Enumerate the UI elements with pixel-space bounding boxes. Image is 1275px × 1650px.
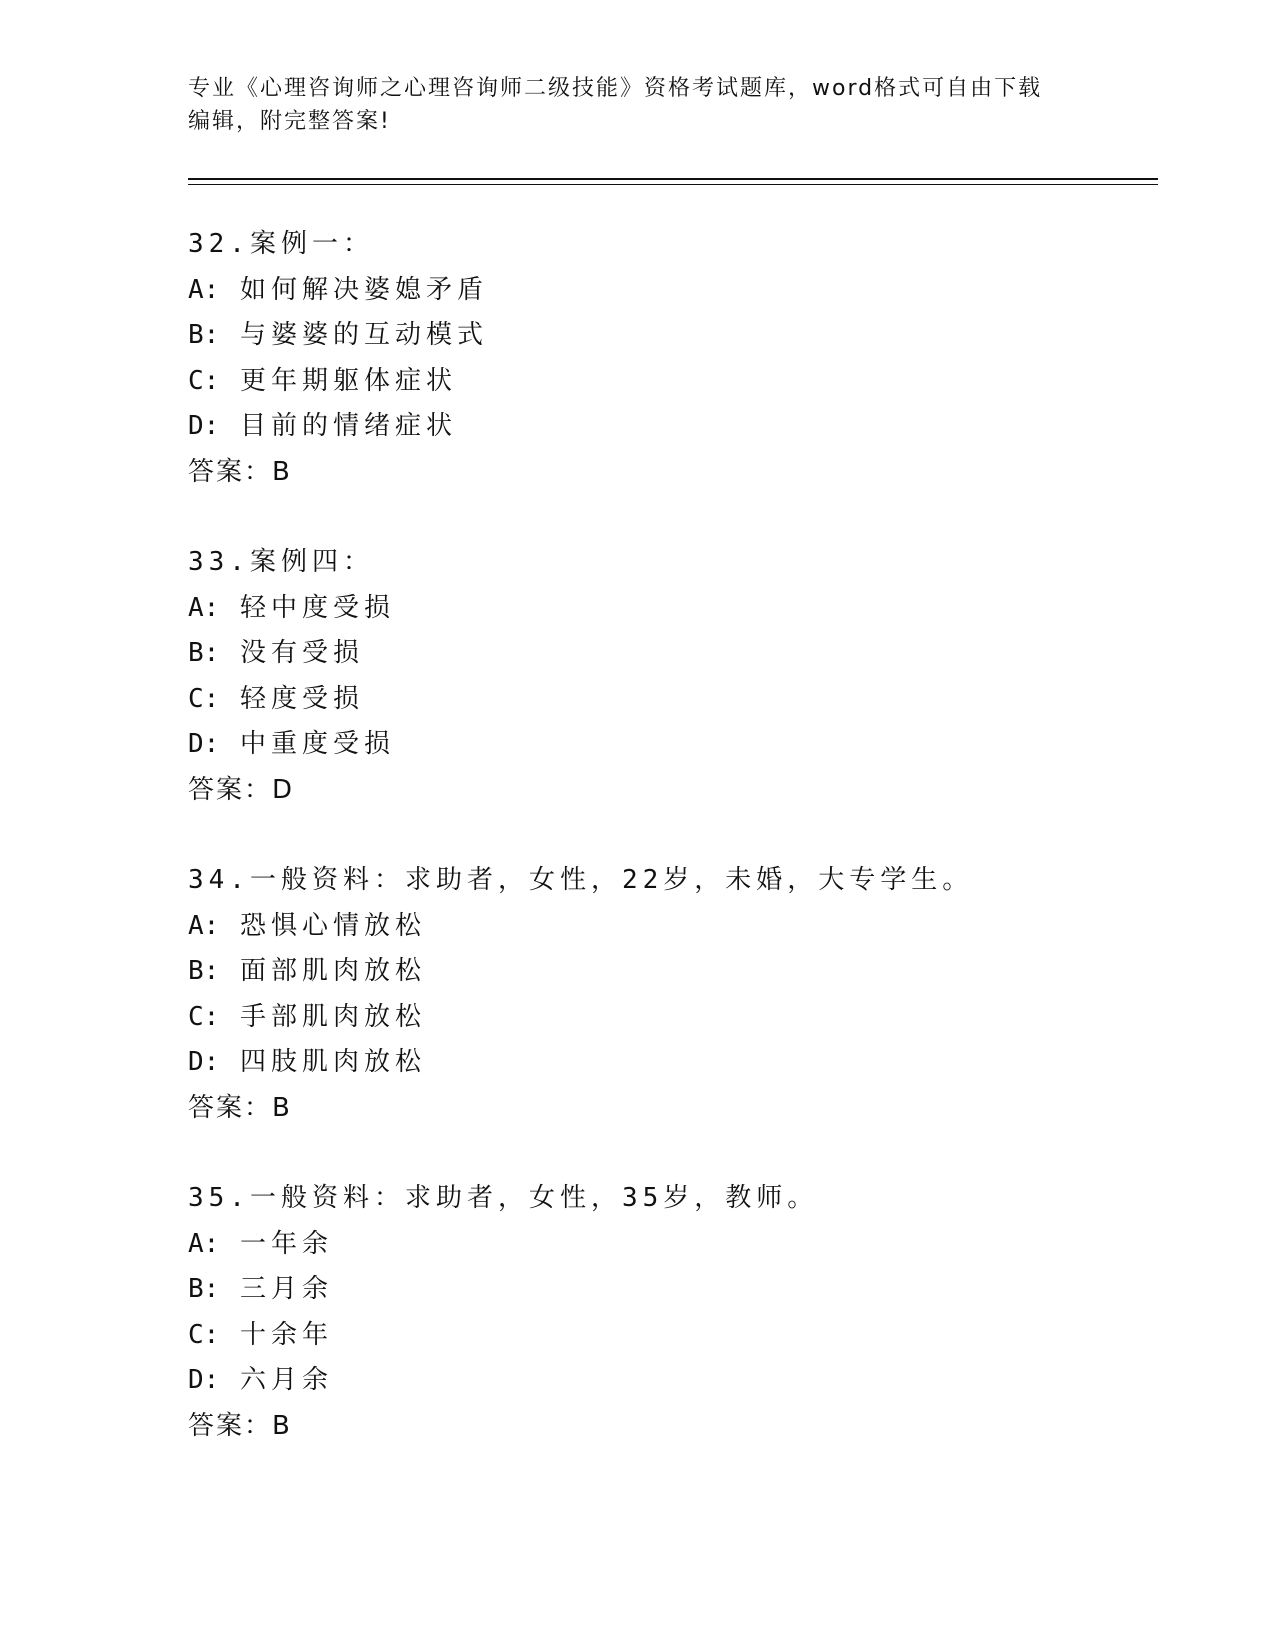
option-a: [188, 586, 1088, 632]
option-label: D:: [188, 411, 220, 441]
answer-text: 答案：B: [188, 1092, 292, 1123]
option-label: A:: [188, 910, 220, 941]
option-c: [188, 677, 1088, 723]
option-label: C:: [188, 365, 220, 396]
option-c: [188, 995, 1088, 1041]
option-text: 三月余: [239, 1274, 333, 1304]
option-text: 面部肌肉放松: [239, 956, 426, 986]
option-text: 一年余: [239, 1228, 333, 1259]
option-b: [188, 631, 1088, 677]
question-33: [188, 540, 1088, 813]
header-line-1: 专业《心理咨询师之心理咨询师二级技能》资格考试题库，word格式可自由下载: [188, 76, 1043, 101]
option-text: 六月余: [239, 1365, 333, 1395]
option-d: [188, 1040, 1088, 1086]
option-label: D:: [188, 1047, 220, 1077]
header-divider-thin: [188, 184, 1158, 185]
header-divider-thick: [188, 178, 1158, 180]
option-d: [188, 1358, 1088, 1404]
option-b: [188, 949, 1088, 995]
option-label: B:: [188, 638, 220, 668]
option-c: [188, 1313, 1088, 1359]
option-label: C:: [188, 1319, 220, 1350]
question-stem: 32.案例一：: [188, 229, 374, 259]
document-header: [188, 72, 1088, 138]
option-label: D:: [188, 729, 220, 759]
option-text: 如何解决婆媳矛盾: [239, 274, 488, 305]
answer-text: 答案：B: [188, 456, 292, 487]
option-text: 更年期躯体症状: [239, 365, 457, 396]
option-d: [188, 404, 1088, 450]
option-text: 轻中度受损: [239, 592, 395, 623]
option-text: 恐惧心情放松: [239, 910, 426, 941]
option-c: [188, 359, 1088, 405]
option-label: D:: [188, 1365, 220, 1395]
question-stem: 34.一般资料：求助者，女性，22岁，未婚，大专学生。: [188, 865, 974, 895]
option-d: [188, 722, 1088, 768]
option-a: [188, 1222, 1088, 1268]
option-b: [188, 1267, 1088, 1313]
question-32: [188, 222, 1088, 495]
question-35: [188, 1176, 1088, 1449]
option-a: [188, 268, 1088, 314]
option-text: 目前的情绪症状: [239, 411, 457, 441]
option-text: 中重度受损: [239, 729, 395, 759]
option-a: [188, 904, 1088, 950]
question-stem: 33.案例四：: [188, 547, 374, 577]
option-label: C:: [188, 1001, 220, 1032]
option-text: 轻度受损: [239, 683, 364, 714]
option-text: 手部肌肉放松: [239, 1001, 426, 1032]
question-34: [188, 858, 1088, 1131]
option-text: 四肢肌肉放松: [239, 1047, 426, 1077]
option-label: A:: [188, 1228, 220, 1259]
question-stem: 35.一般资料：求助者，女性，35岁，教师。: [188, 1183, 819, 1213]
option-text: 没有受损: [239, 638, 364, 668]
option-label: B:: [188, 956, 220, 986]
answer-text: 答案：D: [188, 774, 295, 805]
option-label: A:: [188, 592, 220, 623]
option-b: [188, 313, 1088, 359]
answer-text: 答案：B: [188, 1410, 292, 1441]
option-text: 十余年: [239, 1319, 333, 1350]
option-label: A:: [188, 274, 220, 305]
option-label: B:: [188, 320, 220, 350]
option-label: B:: [188, 1274, 220, 1304]
option-label: C:: [188, 683, 220, 714]
option-text: 与婆婆的互动模式: [239, 320, 488, 350]
header-line-2: 编辑，附完整答案!: [188, 109, 391, 134]
